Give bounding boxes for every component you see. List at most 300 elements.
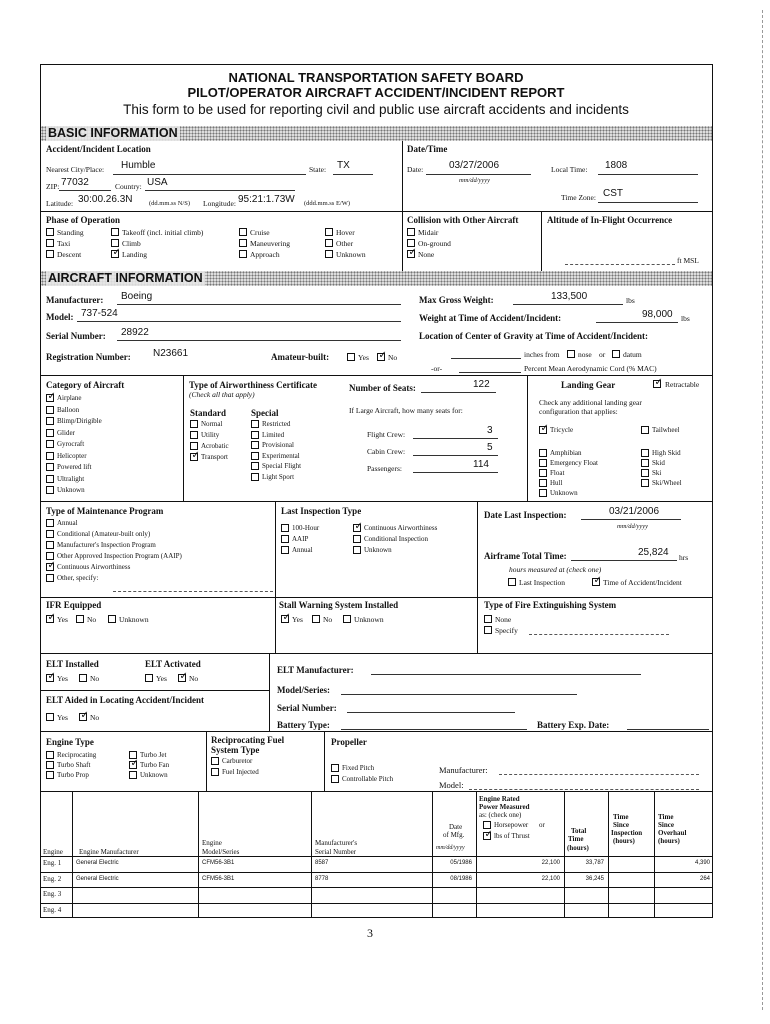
form-subtitle: This form to be used for reporting civil and public use aircraft accidents and incidents (123, 102, 629, 117)
engine-row-id: Eng. 4 (43, 905, 62, 914)
engine-row-thrust[interactable]: 22,100 (541, 860, 560, 866)
ultralight-label: Ultralight (57, 474, 85, 483)
fire-none-label: None (495, 615, 512, 624)
stall-unknown-checkbox[interactable] (343, 615, 351, 623)
unknown-checkbox[interactable] (325, 250, 333, 258)
hover-label: Hover (336, 228, 355, 237)
max-gross-weight-unit: lbs (626, 296, 635, 305)
conditional-inspection-label: Conditional Inspection (364, 535, 428, 543)
other-label: Other (336, 239, 354, 248)
standing-label: Standing (57, 228, 84, 237)
annual-label: Annual (292, 546, 313, 554)
airplane-checkbox[interactable]: ✓ (47, 391, 56, 402)
aircraft-info-band (41, 271, 712, 286)
country-label: Country: (115, 182, 142, 191)
zip-value[interactable]: 77032 (61, 177, 89, 188)
cg-datum-checkbox[interactable] (612, 350, 620, 358)
col-power-header-3: as: (check one) (479, 811, 522, 819)
fire-specify-label: Specify (495, 626, 518, 635)
max-gross-weight-value[interactable]: 133,500 (551, 291, 588, 302)
high-skid-checkbox[interactable] (641, 449, 649, 457)
100-hour-checkbox[interactable] (281, 524, 289, 532)
ski-label: Ski (652, 469, 662, 477)
limited-label: Limited (262, 430, 285, 439)
skid-checkbox[interactable] (641, 459, 649, 467)
amateur-yes-checkbox[interactable] (347, 353, 355, 361)
engine-row-thrust[interactable]: 22,100 (541, 875, 560, 882)
state-value[interactable]: TX (337, 160, 350, 171)
measured-last-inspection-label: Last Inspection (519, 578, 566, 587)
passengers-value[interactable]: 114 (473, 459, 489, 470)
horsepower-checkbox[interactable] (483, 821, 491, 829)
takeoff-incl-initial-climb-label: Takeoff (incl. initial climb) (122, 228, 204, 237)
engine-row-mfr[interactable]: General Electric (76, 860, 119, 866)
form-title-agency: NATIONAL TRANSPORTATION SAFETY BOARD (228, 70, 524, 85)
unknown-label: Unknown (550, 489, 578, 497)
col-since-insp-header-1: Time (613, 813, 629, 821)
ifr-no-checkbox[interactable] (76, 615, 84, 623)
battery-type-label: Battery Type: (277, 720, 330, 730)
balloon-checkbox[interactable] (46, 406, 54, 414)
engine-row-model[interactable]: CFM56-3B1 (202, 860, 235, 866)
cabin-crew-label: Cabin Crew: (367, 447, 406, 456)
high-skid-label: High Skid (652, 449, 681, 457)
lon-label: Longitude: (203, 199, 236, 208)
airframe-total-time-value[interactable]: 25,824 (638, 547, 669, 558)
takeoff-incl-initial-climb-checkbox[interactable] (111, 228, 119, 236)
stall-warning-heading: Stall Warning System Installed (279, 600, 399, 610)
col-date-header-1: Date (449, 823, 463, 831)
stall-unknown-label: Unknown (354, 615, 384, 624)
engine-row-since-overhaul[interactable]: 264 (699, 875, 710, 882)
fire-extinguishing-heading: Type of Fire Extinguishing System (484, 600, 617, 610)
location-heading: Accident/Incident Location (46, 144, 151, 154)
airworthiness-note: (Check all that apply) (189, 390, 255, 399)
fuel-injected-checkbox[interactable] (211, 768, 219, 776)
maneuvering-label: Maneuvering (250, 239, 290, 248)
engine-row-id: Eng. 2 (43, 874, 62, 883)
altitude-unit: ft MSL (677, 256, 699, 265)
ifr-yes-label: Yes (57, 615, 68, 624)
gyrocraft-checkbox[interactable] (46, 440, 54, 448)
elt-aided-heading: ELT Aided in Locating Accident/Incident (46, 695, 205, 705)
other-approved-inspection-program-aaip-label: Other Approved Inspection Program (AAIP) (57, 552, 182, 560)
stall-yes-checkbox[interactable]: ✓ (282, 612, 291, 623)
altitude-heading: Altitude of In-Flight Occurrence (547, 215, 673, 225)
experimental-label: Experimental (262, 451, 300, 460)
basic-info-band (41, 126, 712, 141)
annual-checkbox[interactable] (281, 546, 289, 554)
col-engine-mfr-header: Engine Manufacturer (79, 848, 139, 856)
amphibian-checkbox[interactable] (539, 449, 547, 457)
landing-gear-heading: Landing Gear (561, 380, 616, 390)
basic-info-heading: BASIC INFORMATION (48, 126, 178, 140)
aaip-checkbox[interactable] (281, 535, 289, 543)
ifr-heading: IFR Equipped (46, 600, 102, 610)
weight-at-time-value[interactable]: 98,000 (642, 309, 673, 320)
maintenance-heading: Type of Maintenance Program (46, 506, 164, 516)
cg-inches-label: inches from (524, 350, 560, 359)
unknown-checkbox[interactable] (539, 489, 547, 497)
category-heading: Category of Aircraft (46, 380, 125, 390)
hull-label: Hull (550, 479, 563, 487)
serial-value[interactable]: 28922 (121, 327, 149, 338)
col-power-or-label: or (539, 821, 545, 829)
engine-row-serial[interactable]: 8587 (315, 860, 329, 866)
col-horsepower-label: Horsepower (494, 821, 529, 829)
prop-model-label: Model: (439, 780, 464, 790)
unknown-label: Unknown (140, 771, 168, 779)
controllable-pitch-label: Controllable Pitch (342, 775, 394, 783)
weight-at-time-label: Weight at Time of Accident/Incident: (419, 313, 562, 323)
col-overhaul-header-1: Time (658, 813, 674, 821)
blimp-dirigible-label: Blimp/Dirigible (57, 417, 102, 425)
elt-installed-heading: ELT Installed (46, 659, 99, 669)
conditional-amateur-built-only-label: Conditional (Amateur-built only) (57, 530, 151, 538)
battery-exp-label: Battery Exp. Date: (537, 720, 610, 730)
cg-mac-label: Percent Mean Aerodynamic Cord (% MAC) (524, 364, 657, 373)
measured-last-inspection-checkbox[interactable] (508, 578, 516, 586)
unknown-label: Unknown (364, 546, 392, 554)
col-power-header-2: Power Measured (479, 803, 530, 811)
elt-activated-yes-label: Yes (156, 674, 167, 683)
col-overhaul-header-3: Overhaul (658, 829, 687, 837)
light-sport-checkbox[interactable] (251, 473, 259, 481)
other-specify-label: Other, specify: (57, 574, 99, 582)
model-value[interactable]: 737-524 (81, 308, 118, 319)
amateur-no-checkbox[interactable]: ✓ (378, 350, 387, 361)
cg-or-label: or (599, 350, 606, 359)
airplane-label: Airplane (57, 394, 82, 402)
ski-wheel-label: Ski/Wheel (652, 479, 682, 487)
ski-checkbox[interactable] (641, 469, 649, 477)
airworthiness-heading: Type of Airworthiness Certificate (189, 380, 318, 390)
recip-fuel-heading-2: System Type (211, 745, 260, 755)
col-overhaul-header-2: Since (658, 821, 674, 829)
cabin-crew-value[interactable]: 5 (487, 442, 493, 453)
recip-fuel-heading-1: Reciprocating Fuel (211, 735, 285, 745)
tailwheel-checkbox[interactable] (641, 426, 649, 434)
continuous-airworthiness-checkbox[interactable]: ✓ (47, 560, 56, 571)
stall-yes-label: Yes (292, 615, 303, 624)
col-since-insp-header-2: Since (613, 821, 629, 829)
conditional-amateur-built-only-checkbox[interactable] (46, 530, 54, 538)
standard-heading: Standard (190, 408, 227, 418)
flight-crew-value[interactable]: 3 (487, 425, 493, 436)
restricted-checkbox[interactable] (251, 420, 259, 428)
max-gross-weight-label: Max Gross Weight: (419, 295, 494, 305)
ski-wheel-checkbox[interactable] (641, 479, 649, 487)
tricycle-checkbox[interactable]: ✓ (540, 423, 549, 434)
cg-nose-checkbox[interactable] (567, 350, 575, 358)
elt-aided-yes-checkbox[interactable] (46, 713, 54, 721)
ntsb-form (40, 64, 713, 918)
taxi-checkbox[interactable] (46, 239, 54, 247)
controllable-pitch-checkbox[interactable] (331, 775, 339, 783)
ifr-unknown-label: Unknown (119, 615, 149, 624)
last-inspection-heading: Last Inspection Type (281, 506, 362, 516)
restricted-label: Restricted (262, 420, 291, 428)
model-label: Model: (46, 312, 74, 322)
amateur-yes-label: Yes (358, 353, 369, 362)
col-thrust-label: lbs of Thrust (494, 832, 530, 840)
elt-installed-yes-checkbox[interactable]: ✓ (47, 671, 56, 682)
cruise-checkbox[interactable] (239, 228, 247, 236)
unknown-checkbox[interactable] (46, 486, 54, 494)
utility-label: Utility (201, 431, 220, 439)
approach-label: Approach (250, 250, 280, 259)
cg-label: Location of Center of Gravity at Time of Accident/Incident: (419, 331, 648, 341)
elt-installed-no-label: No (90, 674, 100, 683)
turbo-prop-checkbox[interactable] (46, 771, 54, 779)
standing-checkbox[interactable] (46, 228, 54, 236)
weight-at-time-unit: lbs (681, 314, 690, 323)
engine-row-id: Eng. 1 (43, 859, 62, 867)
cg-or2-label: -or- (431, 364, 443, 373)
stall-no-checkbox[interactable] (312, 615, 320, 623)
engine-row-serial[interactable]: 8778 (315, 875, 329, 882)
hull-checkbox[interactable] (539, 479, 547, 487)
limited-checkbox[interactable] (251, 431, 259, 439)
ifr-no-label: No (87, 615, 97, 624)
descent-label: Descent (57, 250, 82, 259)
ultralight-checkbox[interactable] (46, 475, 54, 483)
manufacturer-s-inspection-program-label: Manufacturer's Inspection Program (57, 541, 156, 549)
amateur-no-label: No (388, 353, 398, 362)
engine-row-total-time[interactable]: 36,245 (585, 875, 604, 882)
on-ground-label: On-ground (418, 239, 451, 248)
maneuvering-checkbox[interactable] (239, 239, 247, 247)
tz-value[interactable]: CST (603, 188, 623, 199)
date-last-inspection-value[interactable]: 03/21/2006 (609, 506, 660, 517)
gear-note-1: Check any additional landing gear (539, 398, 642, 407)
helicopter-label: Helicopter (57, 451, 87, 460)
col-model-header-1: Engine (202, 839, 222, 847)
carburetor-checkbox[interactable] (211, 757, 219, 765)
lat-format-note: (dd.mm.ss N/S) (149, 200, 190, 207)
manufacturer-value[interactable]: Boeing (121, 291, 153, 302)
local-time-value[interactable]: 1808 (605, 160, 628, 171)
fire-none-checkbox[interactable] (484, 615, 492, 623)
collision-heading: Collision with Other Aircraft (407, 215, 519, 225)
elt-activated-heading: ELT Activated (145, 659, 201, 669)
elt-aided-no-label: No (90, 713, 100, 722)
col-total-header-3: (hours) (567, 844, 589, 852)
tailwheel-label: Tailwheel (652, 426, 680, 434)
elt-activated-no-label: No (189, 674, 199, 683)
special-heading: Special (251, 408, 279, 418)
float-label: Float (550, 469, 565, 477)
on-ground-checkbox[interactable] (407, 239, 415, 247)
lbs-thrust-checkbox[interactable]: ✓ (484, 829, 493, 840)
col-since-insp-header-4: (hours) (613, 837, 635, 845)
experimental-checkbox[interactable] (251, 452, 259, 460)
lon-format-note: (ddd.mm.ss E/W) (304, 200, 351, 207)
turbo-fan-checkbox[interactable]: ✓ (130, 758, 139, 769)
engine-row-total-time[interactable]: 33,787 (585, 860, 604, 866)
aircraft-info-heading: AIRCRAFT INFORMATION (48, 271, 203, 285)
col-engine-header: Engine (43, 848, 63, 856)
other-approved-inspection-program-aaip-checkbox[interactable] (46, 552, 54, 560)
ifr-unknown-checkbox[interactable] (108, 615, 116, 623)
date-label: Date: (407, 165, 424, 174)
airframe-unit: hrs (679, 553, 689, 562)
flight-crew-label: Flight Crew: (367, 430, 406, 439)
provisional-label: Provisional (262, 441, 294, 449)
turbo-fan-label: Turbo Fan (140, 761, 170, 769)
airframe-total-time-label: Airframe Total Time: (484, 551, 567, 561)
city-value[interactable]: Humble (121, 160, 156, 171)
conditional-inspection-checkbox[interactable] (353, 535, 361, 543)
zip-label: ZIP: (46, 182, 60, 191)
date-value[interactable]: 03/27/2006 (449, 160, 500, 171)
elt-aided-no-checkbox[interactable]: ✓ (80, 710, 89, 721)
midair-checkbox[interactable] (407, 228, 415, 236)
fire-specify-checkbox[interactable] (484, 626, 492, 634)
seats-value[interactable]: 122 (473, 379, 490, 390)
skid-label: Skid (652, 459, 665, 467)
gear-note-2: configuration that applies: (539, 407, 618, 416)
climb-checkbox[interactable] (111, 239, 119, 247)
acrobatic-checkbox[interactable] (190, 442, 198, 450)
local-time-label: Local Time: (551, 165, 588, 174)
col-overhaul-header-4: (hours) (658, 837, 680, 845)
registration-value[interactable]: N23661 (153, 348, 189, 359)
glider-checkbox[interactable] (46, 429, 54, 437)
engine-row-id: Eng. 3 (43, 890, 62, 898)
annual-checkbox[interactable] (46, 519, 54, 527)
elt-model-series-label: Model/Series: (277, 685, 330, 695)
special-flight-label: Special Flight (262, 462, 302, 470)
none-label: None (418, 250, 435, 259)
unknown-label: Unknown (57, 486, 85, 494)
emergency-float-checkbox[interactable] (539, 459, 547, 467)
measured-time-of-accident-label: Time of Accident/Incident (603, 578, 682, 587)
large-aircraft-note: If Large Aircraft, how many seats for: (349, 406, 463, 415)
powered-lift-label: Powered lift (57, 463, 92, 471)
col-since-insp-header-3: Inspection (611, 829, 643, 837)
elt-manufacturer-label: ELT Manufacturer: (277, 665, 354, 675)
normal-checkbox[interactable] (190, 420, 198, 428)
100-hour-label: 100-Hour (292, 524, 320, 532)
col-date-header-2: of Mfg. (443, 831, 465, 839)
engine-row-mfr[interactable]: General Electric (76, 875, 119, 882)
retractable-label: Retractable (665, 380, 700, 389)
ifr-yes-checkbox[interactable]: ✓ (47, 612, 56, 623)
lat-value[interactable]: 30:00.26.3N (78, 194, 133, 205)
engine-row-model[interactable]: CFM56-3B1 (202, 875, 235, 882)
turbo-shaft-label: Turbo Shaft (57, 761, 91, 769)
turbo-shaft-checkbox[interactable] (46, 761, 54, 769)
other-specify-checkbox[interactable] (46, 574, 54, 582)
fixed-pitch-label: Fixed Pitch (342, 764, 375, 772)
manufacturer-s-inspection-program-checkbox[interactable] (46, 541, 54, 549)
engine-type-heading: Engine Type (46, 737, 94, 747)
prop-manufacturer-label: Manufacturer: (439, 765, 488, 775)
transport-checkbox[interactable]: ✓ (191, 450, 200, 461)
elt-activated-no-checkbox[interactable]: ✓ (179, 671, 188, 682)
unknown-checkbox[interactable] (353, 546, 361, 554)
reciprocating-checkbox[interactable] (46, 751, 54, 759)
serial-label: Serial Number: (46, 331, 106, 341)
emergency-float-label: Emergency Float (550, 459, 598, 467)
manufacturer-label: Manufacturer: (46, 295, 104, 305)
climb-label: Climb (122, 239, 141, 248)
fixed-pitch-checkbox[interactable] (331, 764, 339, 772)
turbo-prop-label: Turbo Prop (57, 771, 89, 779)
page-edge-marks (762, 10, 763, 1010)
col-total-header-1: Total (571, 827, 587, 835)
cg-datum-label: datum (623, 350, 642, 359)
retractable-checkbox[interactable]: ✓ (654, 377, 663, 388)
passengers-label: Passengers: (367, 464, 402, 473)
engine-row-date[interactable]: 05/1986 (450, 860, 472, 866)
tz-label: Time Zone: (561, 193, 596, 202)
midair-label: Midair (418, 228, 439, 237)
blimp-dirigible-checkbox[interactable] (46, 417, 54, 425)
aaip-label: AAIP (292, 535, 309, 543)
engine-row-date[interactable]: 08/1986 (450, 875, 472, 882)
country-value[interactable]: USA (147, 177, 168, 188)
none-checkbox[interactable]: ✓ (408, 247, 417, 258)
page-number: 3 (367, 926, 373, 940)
city-label: Nearest City/Place: (46, 165, 105, 174)
elt-installed-yes-label: Yes (57, 674, 68, 683)
date-format-note: mm/dd/yyyy (459, 177, 491, 184)
form-title-report: PILOT/OPERATOR AIRCRAFT ACCIDENT/INCIDENT REPORT (187, 85, 565, 100)
turbo-jet-label: Turbo Jet (140, 751, 167, 759)
lon-value[interactable]: 95:21:1.73W (238, 194, 295, 205)
measured-time-of-accident-checkbox[interactable]: ✓ (593, 575, 602, 586)
hours-measured-note: hours measured at (check one) (509, 565, 602, 574)
carburetor-label: Carburetor (222, 757, 253, 765)
approach-checkbox[interactable] (239, 250, 247, 258)
other-checkbox[interactable] (325, 239, 333, 247)
continuous-airworthiness-checkbox[interactable]: ✓ (354, 521, 363, 532)
unknown-checkbox[interactable] (129, 771, 137, 779)
amateur-built-label: Amateur-built: (271, 352, 330, 362)
col-serial-header-2: Serial Number (315, 848, 357, 856)
col-power-header-1: Engine Rated (479, 795, 520, 803)
descent-checkbox[interactable] (46, 250, 54, 258)
helicopter-checkbox[interactable] (46, 452, 54, 460)
fuel-injected-label: Fuel Injected (222, 768, 259, 776)
taxi-label: Taxi (57, 239, 71, 248)
annual-label: Annual (57, 519, 78, 527)
col-model-header-2: Model/Series (202, 848, 240, 856)
col-date-header-3: mm/dd/yyyy (436, 845, 465, 851)
landing-label: Landing (122, 250, 147, 259)
utility-checkbox[interactable] (190, 431, 198, 439)
special-flight-checkbox[interactable] (251, 462, 259, 470)
elt-installed-no-checkbox[interactable] (79, 674, 87, 682)
balloon-label: Balloon (57, 405, 80, 414)
glider-label: Glider (57, 428, 75, 437)
hover-checkbox[interactable] (325, 228, 333, 236)
propeller-heading: Propeller (331, 737, 367, 747)
provisional-checkbox[interactable] (251, 441, 259, 449)
stall-no-label: No (323, 615, 333, 624)
powered-lift-checkbox[interactable] (46, 463, 54, 471)
engine-row-since-overhaul[interactable]: 4,390 (694, 860, 710, 866)
state-label: State: (309, 165, 327, 174)
elt-aided-yes-label: Yes (57, 713, 68, 722)
elt-activated-yes-checkbox[interactable] (145, 674, 153, 682)
reciprocating-label: Reciprocating (57, 751, 97, 759)
float-checkbox[interactable] (539, 469, 547, 477)
landing-checkbox[interactable]: ✓ (112, 247, 121, 258)
seats-label: Number of Seats: (349, 383, 416, 393)
